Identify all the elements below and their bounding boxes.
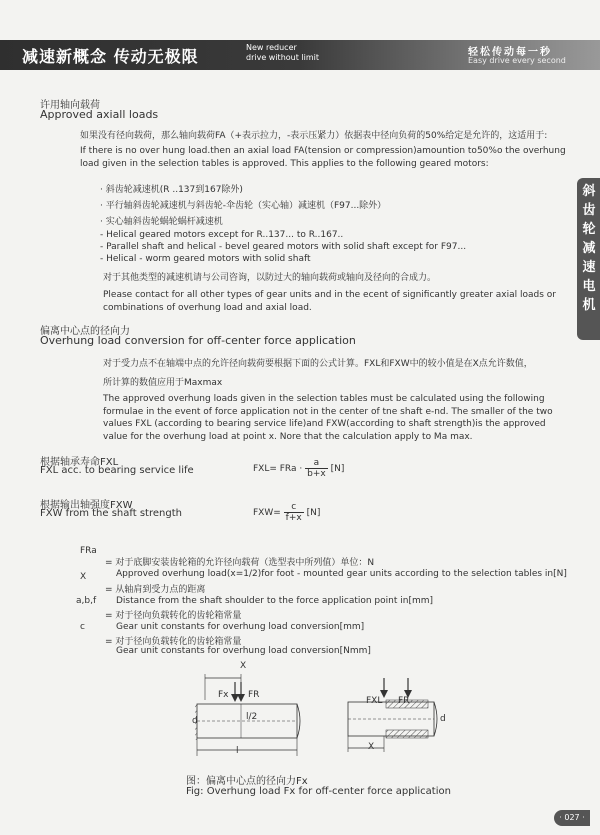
fig-right-fxl: FXL — [366, 696, 383, 706]
def-x-en: Approved overhung load(x=1/2)for foot - mounted gear units according to the selection tables in[N] — [116, 569, 567, 579]
shaft-formula-unit: [N] — [306, 508, 321, 518]
bearing-formula-unit: [N] — [330, 464, 345, 474]
right-shaft-end — [434, 702, 437, 736]
def-x-zh: = 从轴肩到受力点的距离 — [105, 585, 206, 595]
shaft-formula-num: c — [284, 502, 304, 513]
offcenter-para-en: The approved overhung loads given in the selection tables must be calculated using the following formulae in the event of force application not in the center of tne shaft e-nd. The smaller of the two values FXL (according to bearing service life)and FXW(according to shaft strength)is the approved value for the overhung load at point x. Nore that the calculation apply to Ma max. — [103, 394, 553, 442]
offcenter-title-zh: 偏离中心点的径向力 — [40, 326, 130, 337]
def-fra-symbol: FRa — [80, 546, 97, 556]
fig-left-d: d — [192, 716, 198, 726]
axial-para-zh: 如果没有径向载荷，那么轴向载荷FA（+表示拉力，-表示压紧力）依据表中径向负荷的50%给定是允许的，这适用于: — [80, 131, 548, 141]
figure-caption-zh: 图：偏离中心点的径向力Fx — [186, 776, 308, 787]
axial-bullet-en-3: - Helical - worm geared motors with solid shaft — [100, 254, 311, 264]
fig-right-d: d — [440, 714, 446, 724]
shaft-title-zh: 根据输出轴强度FXW — [40, 500, 133, 511]
def-abf-en: Distance from the shaft shoulder to the force application point in[mm] — [116, 596, 434, 606]
offcenter-para-zh2: 所计算的数值应用于Maxmax — [103, 378, 223, 388]
def-c-en: Gear unit constants for overhung load conversion[mm] — [116, 622, 365, 632]
fig-left-half: l/2 — [246, 712, 258, 722]
header-title-en-line2: drive without limit — [246, 53, 320, 62]
side-tab-label: 斜齿轮减速电机 — [582, 184, 596, 313]
axial-bullet-en-2: - Parallel shaft and helical - bevel geared motors with solid shaft except for F97... — [100, 242, 467, 252]
axial-bullet-zh-2: · 平行轴斜齿轮减速机与斜齿轮-伞齿轮（实心轴）减速机（F97...除外） — [100, 201, 387, 211]
axial-bullet-zh-1: · 斜齿轮减速机(R ..137到167除外) — [100, 185, 243, 195]
def-c-en2: Gear unit constants for overhung load conversion[Nmm] — [116, 646, 371, 656]
offcenter-para-zh: 对于受力点不在轴端中点的允许径向载荷要根据下面的公式计算。FXL和FXW中的较小值是在X点允许数值， — [103, 359, 533, 369]
header-slogan-en: Easy drive every second — [468, 56, 566, 65]
bearing-formula-den: b+x — [307, 469, 326, 479]
axial-title-en: Approved axiall loads — [40, 108, 159, 121]
bearing-formula-num: a — [305, 458, 328, 469]
figure-right-diagram — [340, 676, 450, 761]
fig-left-x: X — [240, 661, 247, 671]
shaft-formula — [253, 502, 320, 523]
shaft-title-en: FXW from the shaft strength — [40, 508, 182, 519]
bearing-formula-fraction — [305, 458, 328, 479]
axial-para-en: If there is no over hung load.then an axial load FA(tension or compression)amountion to50%o the overhung load given in the selection tables is approved. This applies to the following geared motors: — [80, 146, 566, 169]
right-hub-bottom — [386, 730, 428, 738]
shaft-end — [297, 704, 300, 738]
header-title-zh: 减速新概念 传动无极限 — [22, 47, 199, 66]
fig-left-fr: FR — [248, 690, 260, 700]
fig-right-x: X — [368, 742, 375, 752]
header-slogan-zh: 轻松传动每一秒 — [468, 47, 552, 58]
fig-left-fx: Fx — [218, 690, 229, 700]
def-c-zh: = 对于径向负载转化的齿轮箱常量 — [105, 637, 242, 647]
axial-title-zh: 许用轴向载荷 — [40, 100, 100, 111]
shaft-formula-den: f+x — [285, 513, 302, 523]
offcenter-title-en: Overhung load conversion for off-center force application — [40, 334, 356, 347]
bearing-formula — [253, 458, 344, 479]
header-title-en — [246, 43, 319, 63]
fig-right-fr: FR — [398, 696, 410, 706]
def-x-symbol: X — [80, 572, 87, 582]
def-fra-zh: = 对于底脚安装齿轮箱的允许径向载荷（选型表中所列值）单位：N — [105, 558, 375, 568]
bearing-title-en: FXL acc. to bearing service life — [40, 465, 194, 476]
def-abf-symbol: a,b,f — [76, 596, 97, 606]
axial-bullet-zh-3: · 实心轴斜齿轮蜗轮蜗杆减速机 — [100, 217, 223, 227]
axial-note-zh: 对于其他类型的减速机请与公司咨询，以防过大的轴向载荷或轴向及径向的合成力。 — [103, 273, 437, 283]
axial-note-en: Please contact for all other types of gear units and in the ecent of significantly greater axial loads or combinations of overhung load and axial load. — [103, 290, 556, 313]
def-abf-zh: = 对于径向负载转化的齿轮箱常量 — [105, 611, 242, 621]
bearing-title-zh: 根据轴承寿命FXL — [40, 457, 119, 468]
bearing-formula-lhs: FXL= FRa · — [253, 464, 303, 474]
header-title-en-line1: New reducer — [246, 43, 297, 52]
figure-caption-en: Fig: Overhung load Fx for off-center force application — [186, 786, 451, 797]
axial-bullet-en-1: - Helical geared motors except for R..137... to R..167.. — [100, 230, 344, 240]
fig-left-l: l — [236, 746, 239, 756]
shaft-formula-fraction — [284, 502, 304, 523]
shaft-formula-lhs: FXW= — [253, 508, 281, 518]
page-number: · 027 · — [554, 810, 590, 826]
force-arrow-fr-head — [237, 694, 245, 702]
def-c-symbol: c — [80, 622, 85, 632]
